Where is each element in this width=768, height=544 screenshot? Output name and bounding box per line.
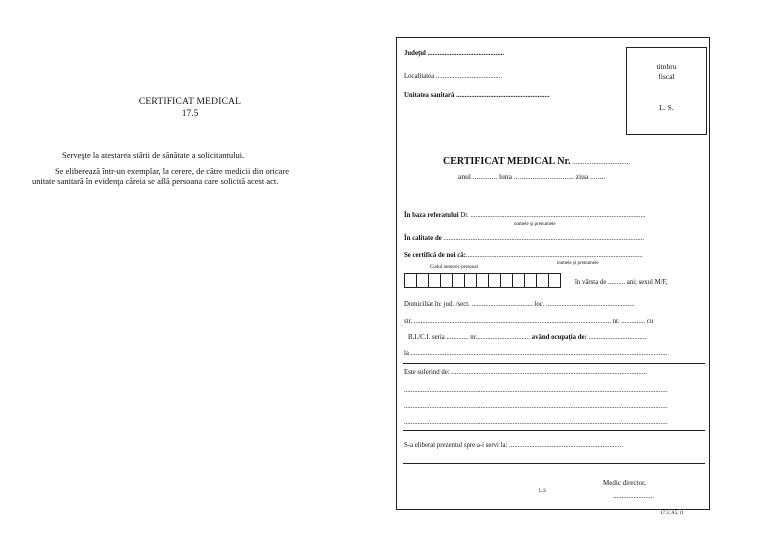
stamp-text-timbru: timbru <box>656 62 677 71</box>
form-reference: 17.5; A5; t1 <box>660 511 684 516</box>
suferind-line[interactable]: Este suferind de: ................................................................................................................... <box>404 369 647 376</box>
bi-field: B.I./C.I. seria ............. nr................................ <box>408 334 530 341</box>
caption-cnp: Codul numeric personal <box>430 265 479 270</box>
footer-ls: L.S <box>539 489 547 494</box>
ocupatie-label: având ocupaţia de: <box>531 334 587 341</box>
caption-nume-prenume-1: numele şi prenumele <box>514 222 556 227</box>
ocupatie-dots: .................................. <box>586 334 647 341</box>
certificate-title <box>443 156 630 167</box>
varsta-sex-line[interactable]: în vârsta de .......... ani; sexul M/F, <box>575 279 668 286</box>
cnp-digit-box[interactable] <box>548 273 561 288</box>
eliberat-line[interactable]: S-a eliberat prezentul spre a-i servi la: ................................................................... <box>404 442 623 449</box>
calitate-label: În calitate de <box>404 235 442 242</box>
divider-1 <box>403 363 705 364</box>
domiciliu-line[interactable]: Domiciliat în: jud. /sect. .................................... loc. .................................................... <box>404 301 635 308</box>
stamp-ls: L. S. <box>659 103 674 112</box>
caption-nume-prenume-2: numele şi prenumele <box>557 261 599 266</box>
unitatea-label: Unitatea sanitară ....................................................... <box>404 92 550 99</box>
localitatea-field[interactable]: Localitatea ....................................... <box>404 73 503 80</box>
diagnosis-line[interactable]: ........................................................................................................................................................... <box>404 403 668 410</box>
unitatea-sanitara-field[interactable] <box>404 92 550 99</box>
la-line[interactable]: la ....................................................................................................................................................... <box>404 350 668 357</box>
certifica-line[interactable] <box>404 252 643 259</box>
certificate-number-field[interactable]: ................................. <box>570 158 631 166</box>
bi-ocupatie-line[interactable] <box>408 334 646 341</box>
date-line[interactable]: anul ............. luna ................................ ziua ........ <box>458 172 606 181</box>
divider-3 <box>403 463 705 464</box>
left-title: CERTIFICAT MEDICAL <box>138 97 242 107</box>
judetul-label: Judeţul ............................................. <box>404 50 505 57</box>
divider-2 <box>403 430 705 431</box>
left-paragraph-3: unitate sanitară în evidenţa căreia se află persoana care solicită acest act. <box>32 176 279 186</box>
left-form-code: 17.5 <box>181 109 199 119</box>
calitate-dots: ...................................................................................................................... <box>441 235 644 242</box>
medic-signature-field[interactable]: ........................ <box>613 493 654 500</box>
referat-line[interactable] <box>404 212 646 219</box>
diagnosis-line[interactable]: ........................................................................................................................................................... <box>404 387 668 394</box>
judetul-field[interactable] <box>404 50 504 57</box>
strada-line[interactable]: str. .................................................................................................................... nr. .............. cu <box>404 318 654 325</box>
certifica-label: Se certifică de noi că: <box>404 252 466 259</box>
diagnosis-line[interactable]: ........................................................................................................................................................... <box>404 419 668 426</box>
referat-label: În baza referatului <box>404 212 459 219</box>
certifica-dots: ........................................................................................................ <box>465 252 643 259</box>
calitate-line[interactable] <box>404 235 644 242</box>
certificate-title-text: CERTIFICAT MEDICAL Nr. <box>443 156 571 167</box>
fiscal-stamp-box <box>626 47 707 135</box>
medic-director-label: Medic director, <box>603 479 646 487</box>
stamp-text-fiscal: fiscal <box>658 72 675 81</box>
cnp-boxes[interactable] <box>404 273 560 288</box>
left-paragraph-2: Se eliberează într-un exemplar, la cerere, de către medicii din oricare <box>55 166 290 176</box>
referat-dots: Dr. ....................................................................................................... <box>458 212 646 219</box>
left-paragraph-1: Serveşte la atestarea stării de sănătate a solicitantului. <box>62 150 245 160</box>
